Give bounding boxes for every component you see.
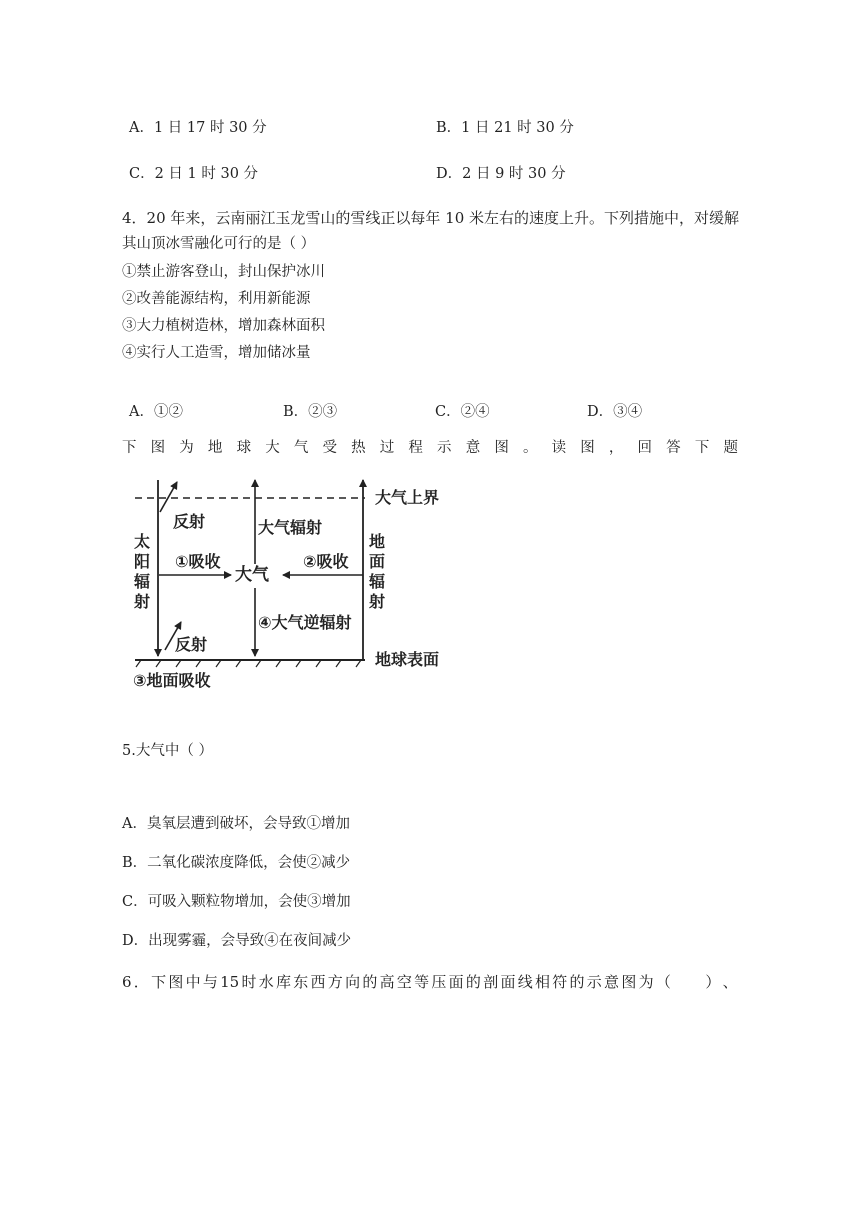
- intro-char: 题: [723, 440, 738, 456]
- q6-char: 线: [517, 973, 533, 991]
- q5-option-a: A．臭氧层遭到破坏，会导致①增加: [122, 816, 350, 832]
- counter-radiation-label: ④大气逆辐射: [258, 613, 352, 632]
- intro-char: 气: [293, 440, 309, 456]
- q6-char: 相: [534, 973, 550, 991]
- intro-char: 读: [551, 440, 567, 456]
- q6-char: 意: [604, 973, 620, 991]
- absorb-1-label: ①吸收: [175, 552, 221, 571]
- q6-char: 面: [500, 973, 516, 991]
- atmosphere-heating-diagram: [125, 470, 455, 695]
- q5-option-d: D．出现雾霾，会导致④在夜间减少: [122, 933, 352, 949]
- q3-option-a: A．1 日 17 时 30 分: [129, 120, 267, 136]
- intro-char: 下: [122, 440, 137, 456]
- q6-char: 等: [414, 973, 430, 991]
- q5-stem: 5.大气中（ ）: [122, 743, 213, 759]
- intro-char: 示: [437, 440, 452, 456]
- q4-option-c: C．②④: [435, 404, 490, 420]
- solar-radiation-label-2: 阳: [134, 552, 151, 571]
- q3-option-c: C．2 日 1 时 30 分: [129, 166, 259, 182]
- top-boundary-label: 大气上界: [375, 488, 440, 507]
- ground-radiation-label-3: 辐: [369, 572, 386, 591]
- q6-char: [673, 972, 703, 992]
- q6-char: 的: [362, 973, 378, 991]
- q5-option-b: B．二氧化碳浓度降低，会使②减少: [122, 855, 351, 871]
- q4-option-d: D．③④: [587, 404, 643, 420]
- q4-stem-line1: 4．20 年来，云南丽江玉龙雪山的雪线正以每年 10 米左右的速度上升。下列措施中，对缓解: [122, 209, 740, 227]
- intro-char: ，: [608, 440, 624, 456]
- q6-char: 东: [293, 973, 309, 991]
- q4-option-b: B．②③: [283, 404, 338, 420]
- q6-char: 面: [448, 973, 464, 991]
- intro-char: 。: [522, 440, 538, 456]
- q6-char: 6: [122, 973, 132, 991]
- atmosphere-label: 大气: [235, 565, 269, 585]
- q6-char: 方: [327, 973, 343, 991]
- ground-absorb-label: ③地面吸收: [133, 671, 211, 690]
- q6-char: 向: [345, 973, 361, 991]
- ground-hatching: [136, 660, 361, 667]
- intro-char: 为: [179, 440, 194, 456]
- ground-radiation-label-2: 面: [369, 552, 386, 571]
- q4-stem-line2: 其山顶冰雪融化可行的是（ ）: [122, 236, 316, 252]
- intro-char: 受: [322, 440, 337, 456]
- intro-char: 意: [465, 440, 481, 456]
- q6-char: 符: [552, 973, 568, 991]
- q6-char: 水: [258, 973, 274, 991]
- diagram-intro: [122, 438, 738, 458]
- intro-char: 下: [694, 440, 710, 456]
- reflect-top-label: 反射: [173, 512, 206, 531]
- intro-char: 地: [207, 440, 223, 456]
- ground-radiation-label-4: 射: [369, 592, 386, 611]
- intro-char: 图: [150, 440, 166, 456]
- intro-char: 球: [236, 440, 252, 456]
- solar-radiation-label-3: 辐: [134, 572, 151, 591]
- q6-char: 西: [310, 973, 326, 991]
- intro-char: 热: [351, 440, 366, 456]
- q6-char: 库: [276, 973, 292, 991]
- q3-option-b: B．1 日 21 时 30 分: [436, 120, 574, 136]
- q6-char: 图: [621, 973, 637, 991]
- solar-radiation-label-4: 射: [134, 592, 151, 611]
- q6-char: （: [655, 973, 671, 991]
- q6-char: 时: [241, 973, 257, 991]
- q3-option-d: D．2 日 9 时 30 分: [436, 166, 566, 182]
- q6-char: 的: [569, 973, 585, 991]
- intro-char: 答: [666, 440, 681, 456]
- q4-item-2: ②改善能源结构，利用新能源: [122, 291, 311, 307]
- reflect-top-arrow: [160, 482, 177, 512]
- q6-char: 示: [586, 973, 602, 991]
- q6-char: 剖: [483, 973, 499, 991]
- atmos-radiation-label: 大气辐射: [258, 518, 323, 537]
- q6-char: 与: [202, 973, 218, 991]
- q6-char: 空: [396, 973, 412, 991]
- q6-stem: [122, 972, 738, 992]
- q6-char: ）: [705, 973, 721, 991]
- ground-radiation-label-1: 地: [369, 532, 386, 551]
- q6-char: 15: [220, 973, 240, 991]
- solar-radiation-label-1: 太: [134, 532, 151, 551]
- intro-char: 图: [580, 440, 595, 456]
- q6-char: ．: [133, 973, 149, 991]
- intro-char: 过: [379, 440, 395, 456]
- intro-char: 回: [637, 440, 653, 456]
- q5-option-c: C．可吸入颗粒物增加，会使③增加: [122, 894, 351, 910]
- absorb-2-label: ②吸收: [303, 552, 349, 571]
- q6-char: 高: [379, 973, 395, 991]
- q6-char: 为: [638, 973, 654, 991]
- intro-char: 程: [408, 440, 423, 456]
- q6-char: 、: [722, 973, 738, 991]
- q6-char: 下: [151, 973, 167, 991]
- q6-char: 中: [185, 973, 201, 991]
- q6-char: 压: [431, 973, 447, 991]
- q4-item-3: ③大力植树造林，增加森林面积: [122, 318, 325, 334]
- reflect-bottom-label: 反射: [175, 635, 208, 654]
- q4-option-a: A．①②: [129, 404, 183, 420]
- q6-char: 的: [465, 973, 481, 991]
- q4-item-4: ④实行人工造雪，增加储冰量: [122, 345, 311, 361]
- intro-char: 图: [494, 440, 509, 456]
- intro-char: 大: [265, 440, 280, 456]
- q6-char: 图: [168, 973, 184, 991]
- surface-label: 地球表面: [375, 650, 440, 669]
- q4-item-1: ①禁止游客登山，封山保护冰川: [122, 264, 325, 280]
